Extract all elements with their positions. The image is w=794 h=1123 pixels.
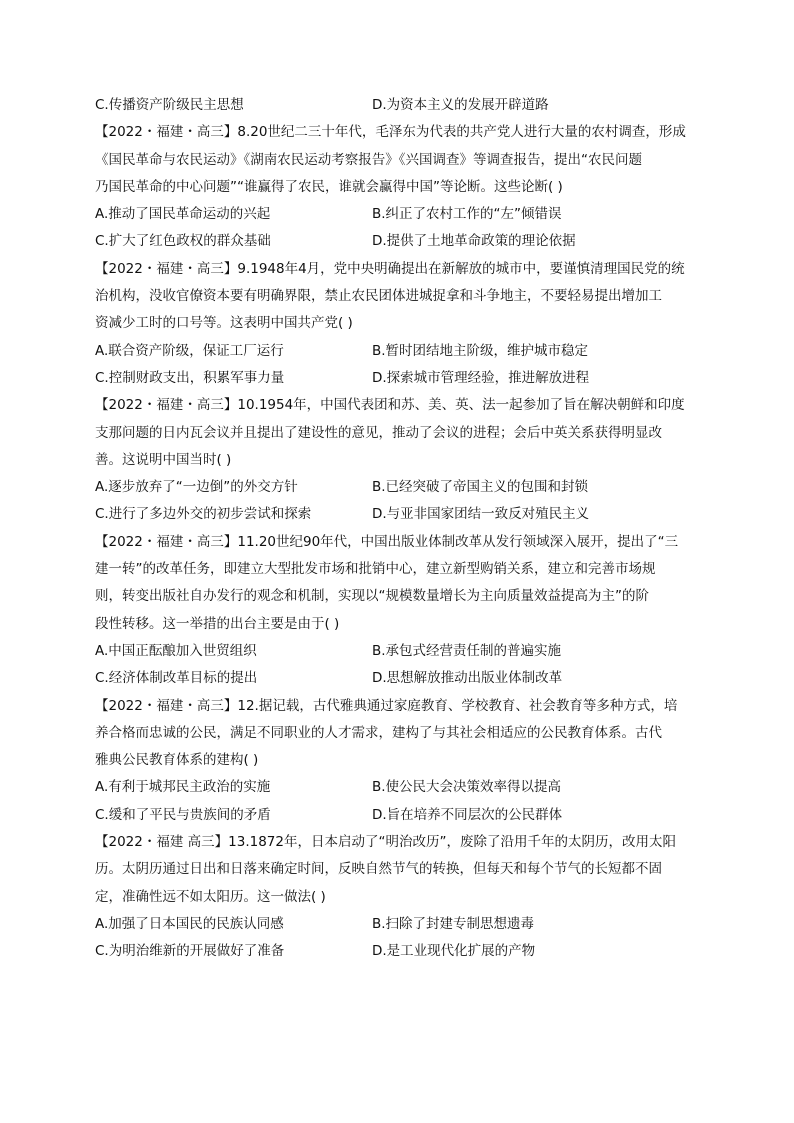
answer-option: D.旨在培养不同层次的公民群体	[372, 806, 563, 823]
question-q12	[95, 693, 699, 829]
question-stem-line: 建一转”的改革任务，即建立大型批发市场和批销中心，建立新型购销关系，建立和完善市场规	[95, 561, 656, 578]
option-row	[95, 474, 699, 501]
question-stem-line: 治机构，没收官僚资本要有明确界限，禁止农民团体进城捉拿和斗争地主，不要轻易提出增加工	[95, 288, 662, 305]
question-stem-line: 段性转移。这一举措的出台主要是由于( )	[95, 615, 340, 632]
answer-option: A.联合资产阶级，保证工厂运行	[95, 342, 284, 359]
question-q9	[95, 256, 699, 392]
question-q11	[95, 529, 699, 693]
answer-option: B.扫除了封建专制思想遗毒	[372, 915, 535, 932]
question-q10	[95, 392, 699, 528]
answer-option: D.探索城市管理经验，推进解放进程	[372, 369, 590, 386]
question-stem-line: 定，准确性远不如太阳历。这一做法( )	[95, 888, 326, 905]
answer-option: A.有利于城邦民主政治的实施	[95, 779, 271, 796]
question-stem-line: 则，转变出版社自办发行的观念和机制，实现以“规模数量增长为主向质量效益提高为主”的阶	[95, 588, 649, 605]
answer-option: B.已经突破了帝国主义的包围和封锁	[372, 479, 589, 496]
answer-option: B.承包式经营责任制的普遍实施	[372, 642, 562, 659]
answer-option: C.传播资产阶级民主思想	[95, 97, 244, 113]
question-stem-line: 乃国民革命的中心问题”“谁赢得了农民，谁就会赢得中国”等论断。这些论断( )	[95, 178, 563, 195]
option-row	[95, 228, 699, 255]
answer-option: B.暂时团结地主阶级，维护城市稳定	[372, 342, 589, 359]
option-row	[95, 92, 699, 119]
question-stem-line: 支那问题的日内瓦会议并且提出了建设性的意见，推动了会议的进程；会后中英关系获得明显改	[95, 424, 662, 441]
question-stem-line: 资减少工时的口号等。这表明中国共产党( )	[95, 315, 353, 332]
question-q8	[95, 119, 699, 255]
question-list	[95, 92, 699, 966]
option-row	[95, 201, 699, 228]
answer-option: C.经济体制改革目标的提出	[95, 670, 258, 687]
question-stem-line: 【2022・福建・高三】9.1948年4月，党中央明确提出在新解放的城市中，要谨慎清理国民党的统	[95, 260, 685, 277]
answer-option: A.推动了国民革命运动的兴起	[95, 206, 271, 223]
answer-option: A.加强了日本国民的民族认同感	[95, 915, 284, 932]
answer-option: A.逐步放弃了“一边倒”的外交方针	[95, 479, 298, 496]
question-q7-tail	[95, 92, 699, 119]
answer-option: A.中国正酝酿加入世贸组织	[95, 642, 257, 659]
answer-option: C.缓和了平民与贵族间的矛盾	[95, 806, 271, 823]
answer-option: D.思想解放推动出版业体制改革	[372, 670, 563, 687]
answer-option: B.使公民大会决策效率得以提高	[372, 779, 562, 796]
answer-option: C.控制财政支出，积累军事力量	[95, 369, 285, 386]
option-row	[95, 338, 699, 365]
answer-option: D.与亚非国家团结一致反对殖民主义	[372, 506, 590, 523]
question-stem-line: 雅典公民教育体系的建构( )	[95, 752, 259, 769]
answer-option: B.纠正了农村工作的“左”倾错误	[372, 206, 562, 223]
option-row	[95, 802, 699, 829]
option-row	[95, 774, 699, 801]
question-stem-line: 【2022・福建・高三】8.20世纪二三十年代，毛泽东为代表的共产党人进行大量的农村调查，形成	[95, 124, 686, 141]
question-stem-line: 【2022・福建・高三】12.据记载，古代雅典通过家庭教育、学校教育、社会教育等多种方式，培	[95, 697, 678, 714]
option-row	[95, 501, 699, 528]
question-stem-line: 历。太阴历通过日出和日落来确定时间，反映自然节气的转换，但每天和每个节气的长短都不固	[95, 861, 662, 878]
option-row	[95, 638, 699, 665]
question-stem-line: 养合格而忠诚的公民，满足不同职业的人才需求，建构了与其社会相适应的公民教育体系。古代	[95, 724, 662, 741]
question-stem-line: 【2022・福建・高三】10.1954年，中国代表团和苏、美、英、法一起参加了旨在解决朝鲜和印度	[95, 397, 685, 414]
answer-option: C.进行了多边外交的初步尝试和探索	[95, 506, 312, 523]
answer-option: D.是工业现代化扩展的产物	[372, 943, 536, 960]
question-stem-line: 《国民革命与农民运动》《湖南农民运动考察报告》《兴国调查》等调查报告，提出“农民问题	[95, 151, 642, 168]
question-q13	[95, 829, 699, 965]
question-stem-line: 【2022・福建・高三】11.20世纪90年代，中国出版业体制改革从发行领域深入展开，提出了“三	[95, 533, 679, 550]
answer-option: D.为资本主义的发展开辟道路	[372, 97, 549, 113]
option-row	[95, 665, 699, 692]
answer-option: D.提供了土地革命政策的理论依据	[372, 233, 576, 250]
question-stem-line: 【2022・福建 高三】13.1872年，日本启动了“明治改历”，废除了沿用千年的太阴历，改用太阳	[95, 834, 676, 851]
answer-option: C.扩大了红色政权的群众基础	[95, 233, 271, 250]
question-stem-line: 善。这说明中国当时( )	[95, 451, 232, 468]
answer-option: C.为明治维新的开展做好了准备	[95, 943, 285, 960]
option-row	[95, 911, 699, 938]
option-row	[95, 365, 699, 392]
option-row	[95, 938, 699, 965]
